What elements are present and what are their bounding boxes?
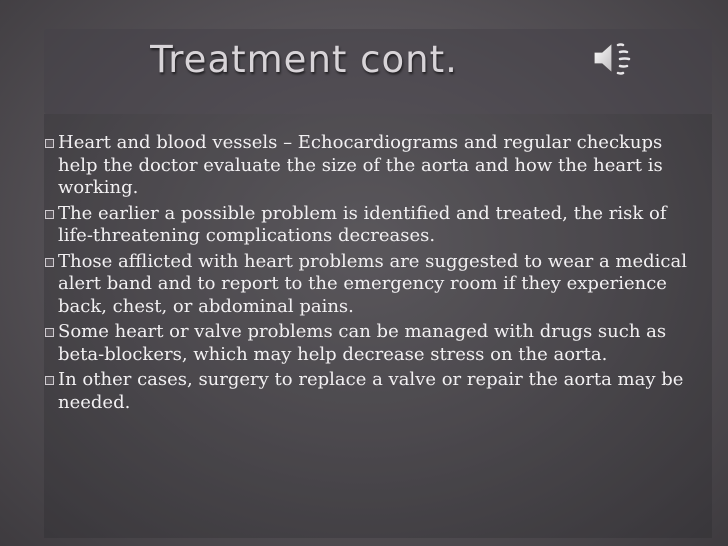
bullet-item: Those afflicted with heart problems are suggested to wear a medical alert band and to report to the emergency room if they experience back, chest, or abdominal pains. (58, 251, 698, 319)
slide-title: Treatment cont. (150, 38, 458, 81)
bullet-item: Heart and blood vessels – Echocardiograms and regular checkups help the doctor evaluate the size of the aorta and how the heart is working. (58, 132, 698, 200)
speaker-icon[interactable] (590, 37, 640, 79)
bullet-list (58, 132, 698, 417)
bullet-item: In other cases, surgery to replace a valve or repair the aorta may be needed. (58, 369, 698, 414)
bullet-item: The earlier a possible problem is identified and treated, the risk of life-threatening complications decreases. (58, 203, 698, 248)
bullet-item: Some heart or valve problems can be managed with drugs such as beta-blockers, which may help decrease stress on the aorta. (58, 321, 698, 366)
